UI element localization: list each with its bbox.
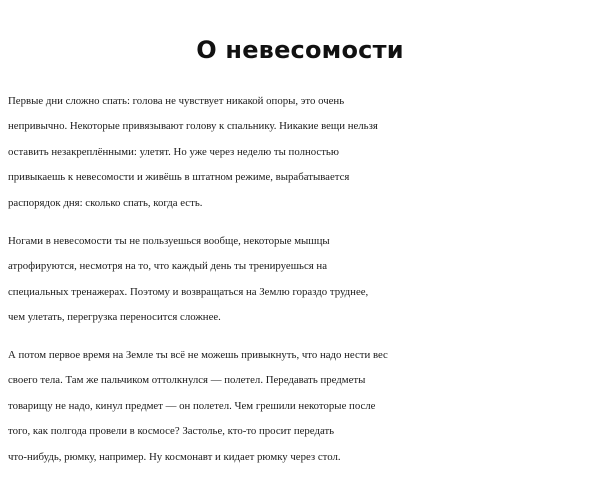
paragraph-line: оставить незакреплёнными: улетят. Но уже через неделю ты полностью [8, 145, 339, 158]
paragraph-line: распорядок дня: сколько спать, когда есть. [8, 196, 203, 209]
paragraph-1 [8, 89, 598, 216]
paragraph-line: непривычно. Некоторые привязывают голову к спальнику. Никакие вещи нельзя [8, 120, 378, 133]
paragraph-line: чем улетать, перегрузка переносится сложнее. [8, 311, 221, 324]
paragraph-line: привыкаешь к невесомости и живёшь в штатном режиме, вырабатывается [8, 171, 350, 184]
paragraph-3 [8, 343, 598, 470]
paragraph-line: специальных тренажерах. Поэтому и возвращаться на Землю гораздо труднее, [8, 285, 369, 298]
paragraph-line: товарищу не надо, кинул предмет — он полетел. Чем грешили некоторые после [8, 399, 376, 412]
paragraph-2 [8, 229, 598, 331]
paragraph-line: Первые дни сложно спать: голова не чувствует никакой опоры, это очень [8, 95, 345, 107]
article-title: О невесомости [196, 36, 404, 64]
paragraph-line: Ногами в невесомости ты не пользуешься вообще, некоторые мышцы [8, 235, 330, 247]
paragraph-line: того, как полгода провели в космосе? Застолье, кто-то просит передать [8, 425, 335, 438]
paragraph-line: что-нибудь, рюмку, например. Ну космонавт и кидает рюмку через стол. [8, 450, 341, 463]
paragraph-line: своего тела. Там же пальчиком оттолкнулся — полетел. Передавать предметы [8, 374, 366, 387]
paragraph-line: атрофируются, несмотря на то, что каждый день ты тренируешься на [8, 260, 327, 273]
paragraph-line: А потом первое время на Земле ты всё не можешь привыкнуть, что надо нести вес [8, 349, 388, 361]
